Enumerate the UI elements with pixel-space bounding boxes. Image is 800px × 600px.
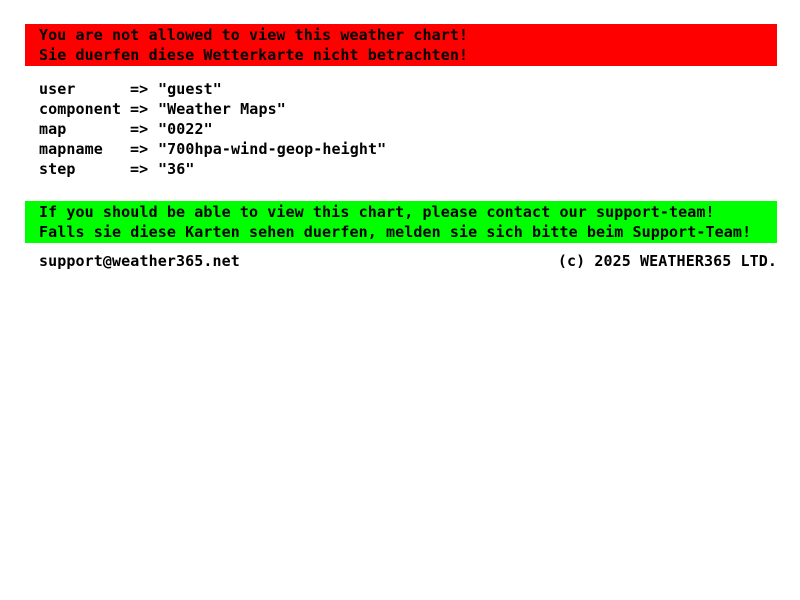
param-row-step [39, 159, 777, 179]
param-arrow: => [130, 160, 149, 178]
error-banner [25, 24, 777, 66]
param-value: "700hpa-wind-geop-height" [158, 140, 387, 158]
page [25, 0, 777, 271]
param-key: step [39, 160, 76, 178]
param-row-mapname [39, 139, 777, 159]
param-arrow: => [130, 140, 149, 158]
copyright-text: (c) 2025 WEATHER365 LTD. [557, 252, 777, 270]
param-value: "36" [158, 160, 195, 178]
footer [25, 251, 777, 271]
param-row-user [39, 79, 777, 99]
param-key: mapname [39, 140, 103, 158]
support-email-link[interactable]: support@weather365.net [39, 252, 240, 270]
param-key: map [39, 120, 67, 138]
param-row-map [39, 119, 777, 139]
param-arrow: => [130, 100, 149, 118]
error-banner-line-de: Sie duerfen diese Wetterkarte nicht betrachten! [39, 46, 469, 64]
param-row-component [39, 99, 777, 119]
info-banner [25, 201, 777, 243]
request-params [39, 79, 777, 179]
param-value: "Weather Maps" [158, 100, 286, 118]
param-arrow: => [130, 120, 149, 138]
info-banner-line-de: Falls sie diese Karten sehen duerfen, melden sie sich bitte beim Support-Team! [39, 223, 752, 241]
info-banner-line-en: If you should be able to view this chart, please contact our support-team! [39, 203, 715, 221]
param-value: "0022" [158, 120, 213, 138]
param-key: user [39, 80, 76, 98]
error-banner-line-en: You are not allowed to view this weather chart! [39, 26, 469, 44]
param-arrow: => [130, 80, 149, 98]
param-key: component [39, 100, 122, 118]
param-value: "guest" [158, 80, 222, 98]
